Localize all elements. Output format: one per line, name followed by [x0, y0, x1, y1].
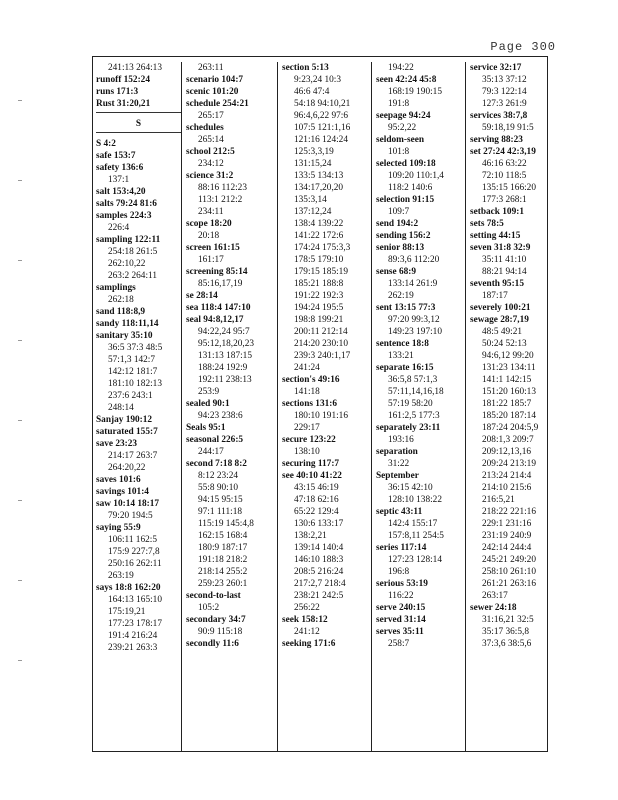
index-locator: 208:5 216:24 — [294, 567, 344, 577]
index-locator: 96:4,6,22 97:6 — [294, 111, 348, 121]
margin-tick — [18, 420, 22, 421]
index-term: see 40:10 41:22 — [282, 471, 342, 481]
index-locator: 193:16 — [388, 435, 414, 445]
index-locator: 138:4 139:22 — [294, 219, 344, 229]
index-locator: 185:21 188:8 — [294, 279, 344, 289]
index-locator: 200:11 212:14 — [294, 327, 348, 337]
index-term: Rust 31:20,21 — [96, 99, 151, 109]
index-locator: 138:2,21 — [294, 531, 327, 541]
index-locator: 258:10 261:10 — [482, 567, 536, 577]
index-locator: 209:24 213:19 — [482, 459, 536, 469]
margin-tick — [18, 180, 22, 181]
index-column-4 — [376, 62, 466, 752]
index-column-5 — [470, 62, 548, 752]
margin-tick — [18, 580, 22, 581]
index-locator: 250:16 262:11 — [108, 559, 162, 569]
index-locator: 262:10,22 — [108, 259, 146, 269]
index-locator: 177:23 178:17 — [108, 619, 162, 629]
index-locator: 101:8 — [388, 147, 410, 157]
index-locator: 130:6 133:17 — [294, 519, 344, 529]
index-term: sending 156:2 — [376, 231, 431, 241]
index-term: samplings — [96, 283, 136, 293]
index-term: salt 153:4,20 — [96, 187, 146, 197]
index-locator: 138:10 — [294, 447, 320, 457]
index-locator: 229:1 231:16 — [482, 519, 532, 529]
index-locator: 115:19 145:4,8 — [198, 519, 254, 529]
index-locator: 254:18 261:5 — [108, 247, 158, 257]
index-term: seepage 94:24 — [376, 111, 431, 121]
index-locator: 31:22 — [388, 459, 410, 469]
index-term: schedules — [186, 123, 224, 133]
index-locator: 133:5 134:13 — [294, 171, 344, 181]
index-term: schedule 254:21 — [186, 99, 249, 109]
index-term: set 27:24 42:3,19 — [470, 147, 536, 157]
index-term: scenic 101:20 — [186, 87, 239, 97]
index-locator: 79:3 122:14 — [482, 87, 527, 97]
index-locator: 214:20 230:10 — [294, 339, 348, 349]
index-term: runoff 152:24 — [96, 75, 150, 85]
index-locator: 209:12,13,16 — [482, 447, 532, 457]
index-term: sand 118:8,9 — [96, 307, 146, 317]
index-locator: 237:6 243:1 — [108, 391, 153, 401]
index-term: seventh 95:15 — [470, 279, 524, 289]
margin-tick — [18, 260, 22, 261]
index-term: second 7:18 8:2 — [186, 459, 247, 469]
index-term: send 194:2 — [376, 219, 419, 229]
index-term: second-to-last — [186, 591, 241, 601]
index-locator: 37:3,6 38:5,6 — [482, 639, 532, 649]
index-term: September — [376, 471, 419, 481]
index-term: seen 42:24 45:8 — [376, 75, 437, 85]
index-locator: 79:20 194:5 — [108, 511, 153, 521]
index-term: series 117:14 — [376, 543, 427, 553]
index-locator: 229:17 — [294, 423, 320, 433]
index-locator: 179:15 185:19 — [294, 267, 348, 277]
index-term: sea 118:4 147:10 — [186, 303, 251, 313]
index-term: setback 109:1 — [470, 207, 524, 217]
index-locator: 191:4 216:24 — [108, 631, 158, 641]
index-term: sent 13:15 77:3 — [376, 303, 436, 313]
index-term: setting 44:15 — [470, 231, 521, 241]
index-locator: 261:21 263:16 — [482, 579, 536, 589]
index-locator: 57:11,14,16,18 — [388, 387, 444, 397]
index-locator: 141:18 — [294, 387, 320, 397]
index-locator: 177:3 268:1 — [482, 195, 527, 205]
index-locator: 151:20 160:13 — [482, 387, 536, 397]
index-locator: 146:10 188:3 — [294, 555, 344, 565]
index-term: sandy 118:11,14 — [96, 319, 159, 329]
index-term: separate 16:15 — [376, 363, 434, 373]
index-locator: 65:22 129:4 — [294, 507, 339, 517]
index-locator: 214:17 263:7 — [108, 451, 158, 461]
page-number: Page 300 — [490, 40, 556, 54]
index-locator: 218:22 221:16 — [482, 507, 536, 517]
index-term: saying 55:9 — [96, 523, 141, 533]
index-locator: 191:22 192:3 — [294, 291, 344, 301]
index-locator: 133:14 261:9 — [388, 279, 438, 289]
index-locator: 31:16,21 32:5 — [482, 615, 534, 625]
index-locator: 128:10 138:22 — [388, 495, 442, 505]
index-locator: 106:11 162:5 — [108, 535, 157, 545]
index-term: science 31:2 — [186, 171, 234, 181]
index-locator: 175:19,21 — [108, 607, 146, 617]
index-locator: 88:21 94:14 — [482, 267, 527, 277]
index-term: saw 10:14 18:17 — [96, 499, 160, 509]
index-term: save 23:23 — [96, 439, 138, 449]
index-locator: 9:23,24 10:3 — [294, 75, 342, 85]
index-term: serve 240:15 — [376, 603, 426, 613]
margin-tick — [18, 100, 22, 101]
index-term: sets 78:5 — [470, 219, 504, 229]
index-term: runs 171:3 — [96, 87, 139, 97]
index-locator: 263:2 264:11 — [108, 271, 157, 281]
index-locator: 36:5,8 57:1,3 — [388, 375, 438, 385]
index-locator: 113:1 212:2 — [198, 195, 243, 205]
index-locator: 127:3 261:9 — [482, 99, 527, 109]
index-term: serving 88:23 — [470, 135, 523, 145]
index-term: sampling 122:11 — [96, 235, 161, 245]
index-term: samples 224:3 — [96, 211, 152, 221]
index-term: salts 79:24 81:6 — [96, 199, 157, 209]
index-locator: 137:12,24 — [294, 207, 332, 217]
index-locator: 168:19 190:15 — [388, 87, 442, 97]
index-term: safe 153:7 — [96, 151, 136, 161]
index-locator: 118:2 140:6 — [388, 183, 433, 193]
index-locator: 94:23 238:6 — [198, 411, 243, 421]
index-term: section's 49:16 — [282, 375, 340, 385]
index-locator: 97:1 111:18 — [198, 507, 242, 517]
index-locator: 164:13 165:10 — [108, 595, 162, 605]
index-locator: 59:18,19 91:5 — [482, 123, 534, 133]
index-term: Seals 95:1 — [186, 423, 226, 433]
index-locator: 194:24 195:5 — [294, 303, 344, 313]
index-locator: 94:22,24 95:7 — [198, 327, 250, 337]
index-locator: 109:7 — [388, 207, 410, 217]
index-locator: 55:8 90:10 — [198, 483, 239, 493]
index-term: S 4:2 — [96, 139, 116, 149]
index-locator: 94:6,12 99:20 — [482, 351, 534, 361]
index-locator: 241:12 — [294, 627, 320, 637]
index-locator: 47:18 62:16 — [294, 495, 339, 505]
index-locator: 36:5 37:3 48:5 — [108, 343, 163, 353]
index-locator: 263:11 — [198, 63, 224, 73]
index-locator: 72:10 118:5 — [482, 171, 527, 181]
index-locator: 107:5 121:1,16 — [294, 123, 351, 133]
index-locator: 88:16 112:23 — [198, 183, 247, 193]
index-term: screening 85:14 — [186, 267, 248, 277]
index-locator: 242:14 244:4 — [482, 543, 532, 553]
index-locator: 36:15 42:10 — [388, 483, 433, 493]
index-locator: 241:24 — [294, 363, 320, 373]
index-locator: 188:24 192:9 — [198, 363, 248, 373]
index-term: scope 18:20 — [186, 219, 232, 229]
index-term: se 28:14 — [186, 291, 218, 301]
index-term: seek 158:12 — [282, 615, 328, 625]
index-term: serious 53:19 — [376, 579, 428, 589]
index-locator: 175:9 227:7,8 — [108, 547, 160, 557]
index-term: sealed 90:1 — [186, 399, 230, 409]
index-locator: 133:21 — [388, 351, 414, 361]
index-locator: 217:2,7 218:4 — [294, 579, 346, 589]
index-locator: 218:14 255:2 — [198, 567, 248, 577]
index-locator: 213:24 214:4 — [482, 471, 532, 481]
index-locator: 198:8 199:21 — [294, 315, 344, 325]
index-locator: 191:8 — [388, 99, 410, 109]
index-locator: 57:1,3 142:7 — [108, 355, 156, 365]
index-locator: 234:12 — [198, 159, 224, 169]
index-locator: 263:19 — [108, 571, 134, 581]
index-locator: 35:13 37:12 — [482, 75, 527, 85]
index-locator: 116:22 — [388, 591, 414, 601]
index-locator: 187:24 204:5,9 — [482, 423, 539, 433]
index-locator: 162:15 168:4 — [198, 531, 248, 541]
index-locator: 262:19 — [388, 291, 414, 301]
index-locator: 89:3,6 112:20 — [388, 255, 440, 265]
index-term: saturated 155:7 — [96, 427, 158, 437]
index-locator: 50:24 52:13 — [482, 339, 527, 349]
index-term: saves 101:6 — [96, 475, 141, 485]
index-locator: 125:3,3,19 — [294, 147, 334, 157]
index-term: served 31:14 — [376, 615, 426, 625]
index-locator: 157:8,11 254:5 — [388, 531, 444, 541]
index-term: secondly 11:6 — [186, 639, 239, 649]
index-locator: 241:13 264:13 — [108, 63, 162, 73]
index-locator: 194:22 — [388, 63, 414, 73]
index-locator: 216:5,21 — [482, 495, 515, 505]
index-locator: 131:23 134:11 — [482, 363, 536, 373]
index-locator: 259:23 260:1 — [198, 579, 248, 589]
index-term: service 32:17 — [470, 63, 522, 73]
margin-tick — [18, 500, 22, 501]
index-term: septic 43:11 — [376, 507, 423, 517]
index-locator: 262:18 — [108, 295, 134, 305]
index-locator: 127:23 128:14 — [388, 555, 442, 565]
index-locator: 161:17 — [198, 255, 224, 265]
index-locator: 35:11 41:10 — [482, 255, 527, 265]
index-term: sewer 24:18 — [470, 603, 517, 613]
index-locator: 46:6 47:4 — [294, 87, 330, 97]
index-locator: 180:9 187:17 — [198, 543, 248, 553]
index-term: screen 161:15 — [186, 243, 240, 253]
index-locator: 149:23 197:10 — [388, 327, 442, 337]
index-column-2 — [186, 62, 278, 752]
index-term: selected 109:18 — [376, 159, 436, 169]
index-locator: 97:20 99:3,12 — [388, 315, 440, 325]
index-locator: 121:16 124:24 — [294, 135, 348, 145]
index-locator: 185:20 187:14 — [482, 411, 536, 421]
index-locator: 180:10 191:16 — [294, 411, 348, 421]
index-locator: 187:17 — [482, 291, 508, 301]
index-locator: 231:19 240:9 — [482, 531, 532, 541]
index-locator: 141:1 142:15 — [482, 375, 532, 385]
index-locator: 54:18 94:10,21 — [294, 99, 351, 109]
index-term: secondary 34:7 — [186, 615, 246, 625]
index-term: S — [135, 119, 142, 129]
index-term: says 18:8 162:20 — [96, 583, 161, 593]
index-term: sewage 28:7,19 — [470, 315, 529, 325]
index-locator: 95:12,18,20,23 — [198, 339, 255, 349]
index-locator: 244:17 — [198, 447, 224, 457]
index-term: section 5:13 — [282, 63, 329, 73]
index-term: sense 68:9 — [376, 267, 417, 277]
index-locator: 245:21 249:20 — [482, 555, 536, 565]
index-term: severely 100:21 — [470, 303, 531, 313]
index-locator: 35:17 36:5,8 — [482, 627, 530, 637]
index-locator: 142:4 155:17 — [388, 519, 438, 529]
index-term: seasonal 226:5 — [186, 435, 244, 445]
index-locator: 94:15 95:15 — [198, 495, 243, 505]
index-term: selection 91:15 — [376, 195, 435, 205]
index-locator: 181:22 185:7 — [482, 399, 532, 409]
index-locator: 238:21 242:5 — [294, 591, 344, 601]
index-term: seal 94:8,12,17 — [186, 315, 244, 325]
index-column-3 — [282, 62, 372, 752]
index-locator: 248:14 — [108, 403, 134, 413]
index-locator: 258:7 — [388, 639, 410, 649]
index-locator: 135:3,14 — [294, 195, 327, 205]
index-term: Sanjay 190:12 — [96, 415, 153, 425]
index-term: seven 31:8 32:9 — [470, 243, 531, 253]
index-term: sentence 18:8 — [376, 339, 429, 349]
index-locator: 90:9 115:18 — [198, 627, 243, 637]
index-term: sanitary 35:10 — [96, 331, 153, 341]
index-locator: 43:15 46:19 — [294, 483, 339, 493]
index-locator: 239:21 263:3 — [108, 643, 158, 653]
index-term: senior 88:13 — [376, 243, 425, 253]
index-term: savings 101:4 — [96, 487, 149, 497]
index-locator: 105:2 — [198, 603, 220, 613]
margin-tick — [18, 340, 22, 341]
index-term: secure 123:22 — [282, 435, 336, 445]
index-locator: 20:18 — [198, 231, 220, 241]
index-term: seldom-seen — [376, 135, 425, 145]
margin-tick — [18, 660, 22, 661]
index-locator: 135:15 166:20 — [482, 183, 536, 193]
index-locator: 131:15,24 — [294, 159, 332, 169]
index-locator: 208:1,3 209:7 — [482, 435, 534, 445]
index-term: scenario 104:7 — [186, 75, 244, 85]
index-locator: 137:1 — [108, 175, 130, 185]
index-locator: 192:11 238:13 — [198, 375, 252, 385]
index-locator: 253:9 — [198, 387, 220, 397]
index-locator: 141:22 172:6 — [294, 231, 344, 241]
index-locator: 265:14 — [198, 135, 224, 145]
index-locator: 95:2,22 — [388, 123, 417, 133]
index-locator: 161:2,5 177:3 — [388, 411, 440, 421]
index-locator: 131:13 187:15 — [198, 351, 252, 361]
index-locator: 265:17 — [198, 111, 224, 121]
index-locator: 46:16 63:22 — [482, 159, 527, 169]
index-term: safety 136:6 — [96, 163, 144, 173]
index-term: sections 131:6 — [282, 399, 338, 409]
index-locator: 264:20,22 — [108, 463, 146, 473]
index-locator: 48:5 49:21 — [482, 327, 523, 337]
index-locator: 57:19 58:20 — [388, 399, 433, 409]
index-locator: 263:17 — [482, 591, 508, 601]
index-locator: 85:16,17,19 — [198, 279, 243, 289]
index-term: securing 117:7 — [282, 459, 340, 469]
index-locator: 181:10 182:13 — [108, 379, 162, 389]
index-locator: 239:3 240:1,17 — [294, 351, 351, 361]
index-locator: 174:24 175:3,3 — [294, 243, 351, 253]
index-locator: 8:12 23:24 — [198, 471, 239, 481]
index-locator: 178:5 179:10 — [294, 255, 344, 265]
index-term: services 38:7,8 — [470, 111, 528, 121]
index-locator: 214:10 215:6 — [482, 483, 532, 493]
index-term: seeking 171:6 — [282, 639, 336, 649]
index-term: separation — [376, 447, 418, 457]
index-locator: 142:12 181:7 — [108, 367, 158, 377]
index-locator: 139:14 140:4 — [294, 543, 344, 553]
index-term: separately 23:11 — [376, 423, 441, 433]
index-locator: 234:11 — [198, 207, 224, 217]
index-locator: 191:18 218:2 — [198, 555, 248, 565]
index-locator: 109:20 110:1,4 — [388, 171, 444, 181]
index-locator: 134:17,20,20 — [294, 183, 344, 193]
index-term: school 212:5 — [186, 147, 235, 157]
index-locator: 256:22 — [294, 603, 320, 613]
index-column-1 — [96, 62, 182, 752]
index-locator: 196:8 — [388, 567, 410, 577]
index-term: serves 35:11 — [376, 627, 424, 637]
index-locator: 226:4 — [108, 223, 130, 233]
